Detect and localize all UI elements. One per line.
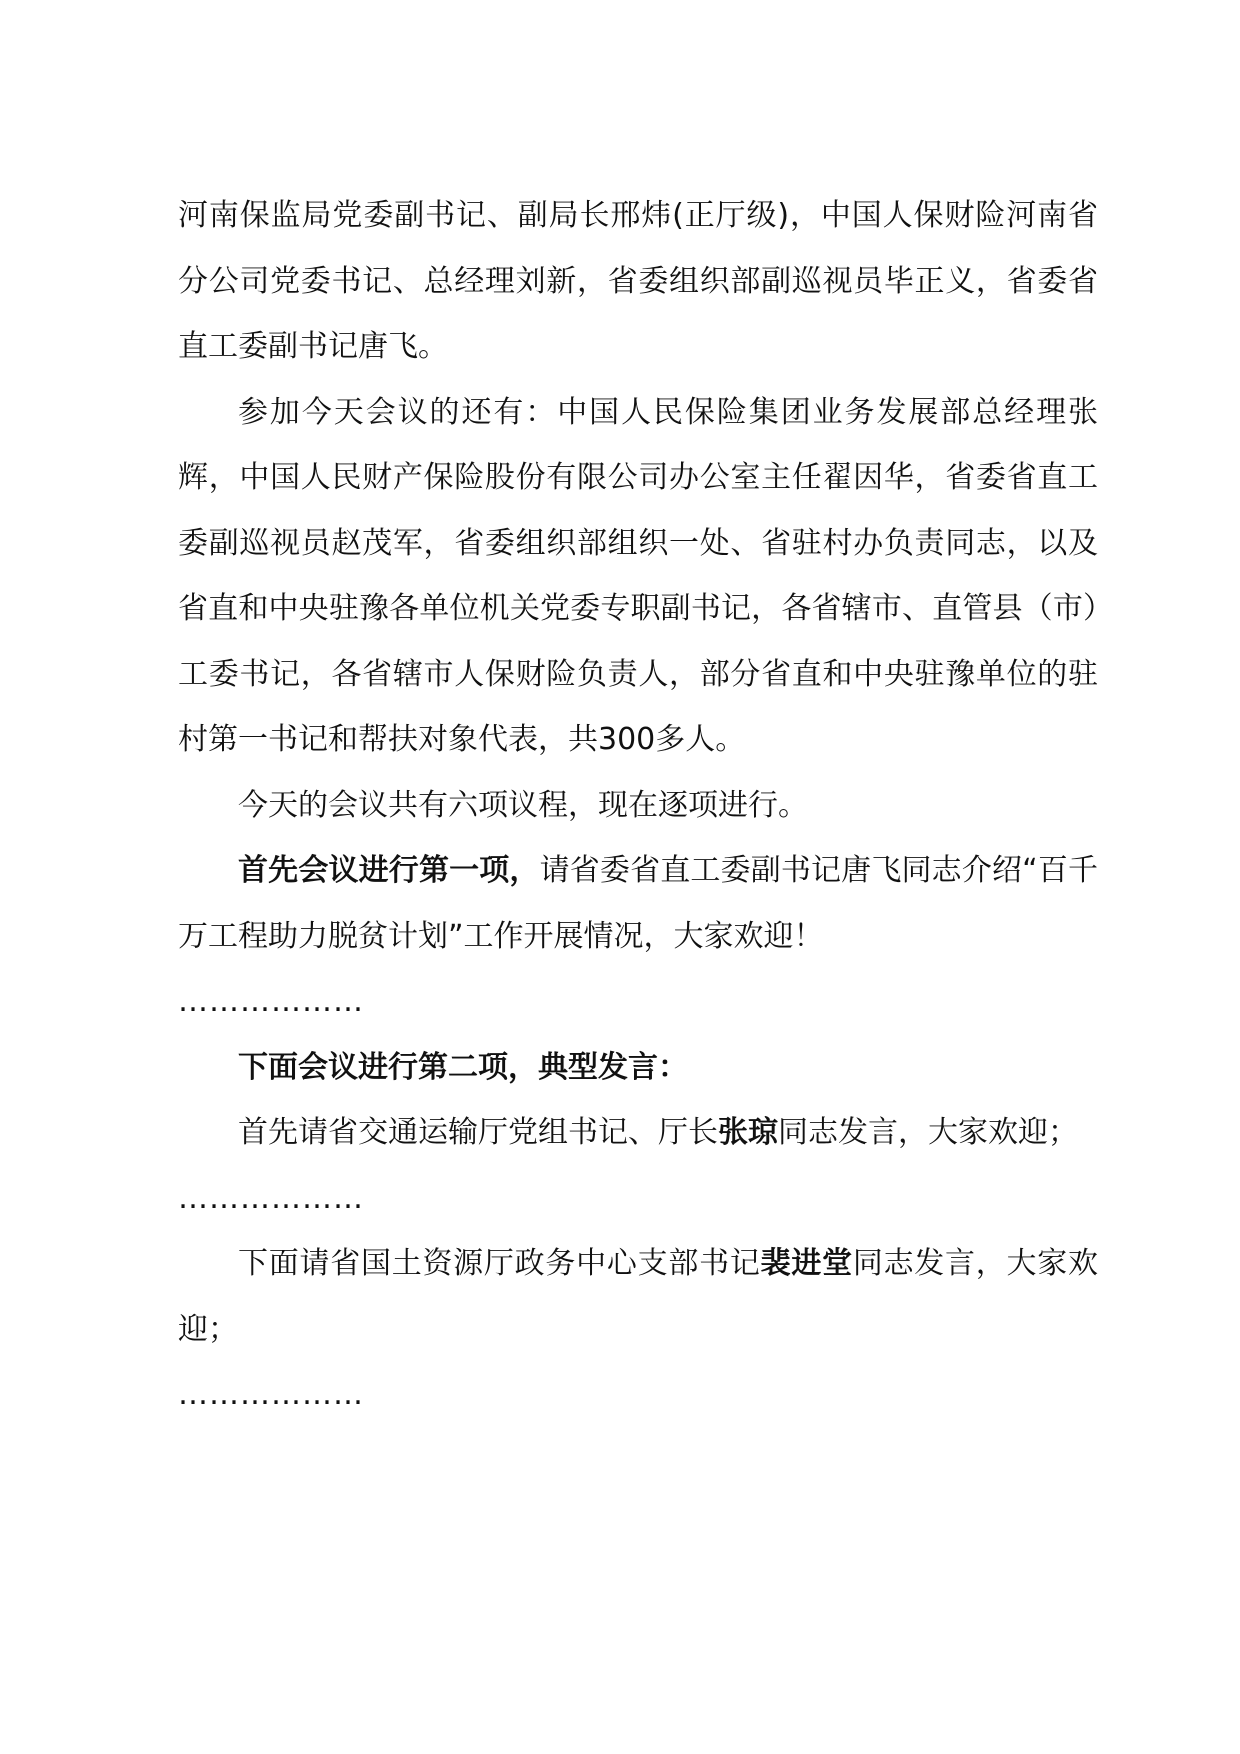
paragraph-item-one	[178, 838, 1098, 969]
ellipsis-2: ………………	[178, 1180, 364, 1216]
paragraph-speaker-two	[178, 1231, 1098, 1362]
speaker-two-intro: 下面请省国土资源厅政务中心支部书记	[238, 1246, 761, 1281]
document-page	[178, 183, 1098, 1428]
speaker-one-name: 张琼	[718, 1115, 778, 1150]
item-one-text: 请省委省直工委副书记唐飞同志介绍“百千万工程助力脱贫计划”工作开展情况，大家欢迎！	[178, 853, 1098, 954]
ellipsis-1: ………………	[178, 984, 364, 1019]
ellipsis-3: ………………	[178, 1377, 364, 1412]
speaker-two-name: 裴进堂	[760, 1246, 853, 1281]
speaker-two-outro: 同志发言，大家欢迎；	[178, 1246, 1099, 1347]
paragraph-attendees-cont: 河南保监局党委副书记、副局长邢炜(正厅级)，中国人保财险河南省分公司党委书记、总经理刘新，省委组织部副巡视员毕正义，省委省直工委副书记唐飞。	[178, 198, 1098, 364]
speaker-one-outro: 同志发言，大家欢迎；	[778, 1115, 1078, 1150]
paragraph-other-attendees: 参加今天会议的还有：中国人民保险集团业务发展部总经理张辉，中国人民财产保险股份有限公司办公室主任翟因华，省委省直工委副巡视员赵茂军，省委组织部组织一处、省驻村办负责同志，以及省直和中央驻豫各单位机关党委专职副书记，各省辖市、直管县（市）工委书记，各省辖市人保财险负责人，部分省直和中央驻豫单位的驻村第一书记和帮扶对象代表，共300多人。	[178, 394, 1098, 757]
paragraph-agenda-intro: 今天的会议共有六项议程，现在逐项进行。	[238, 787, 808, 823]
speaker-one-intro: 首先请省交通运输厅党组书记、厅长	[238, 1115, 718, 1150]
item-one-heading: 首先会议进行第一项，	[238, 853, 540, 888]
paragraph-speaker-one	[178, 1100, 1098, 1166]
paragraph-item-two-heading: 下面会议进行第二项，典型发言：	[238, 1049, 688, 1085]
